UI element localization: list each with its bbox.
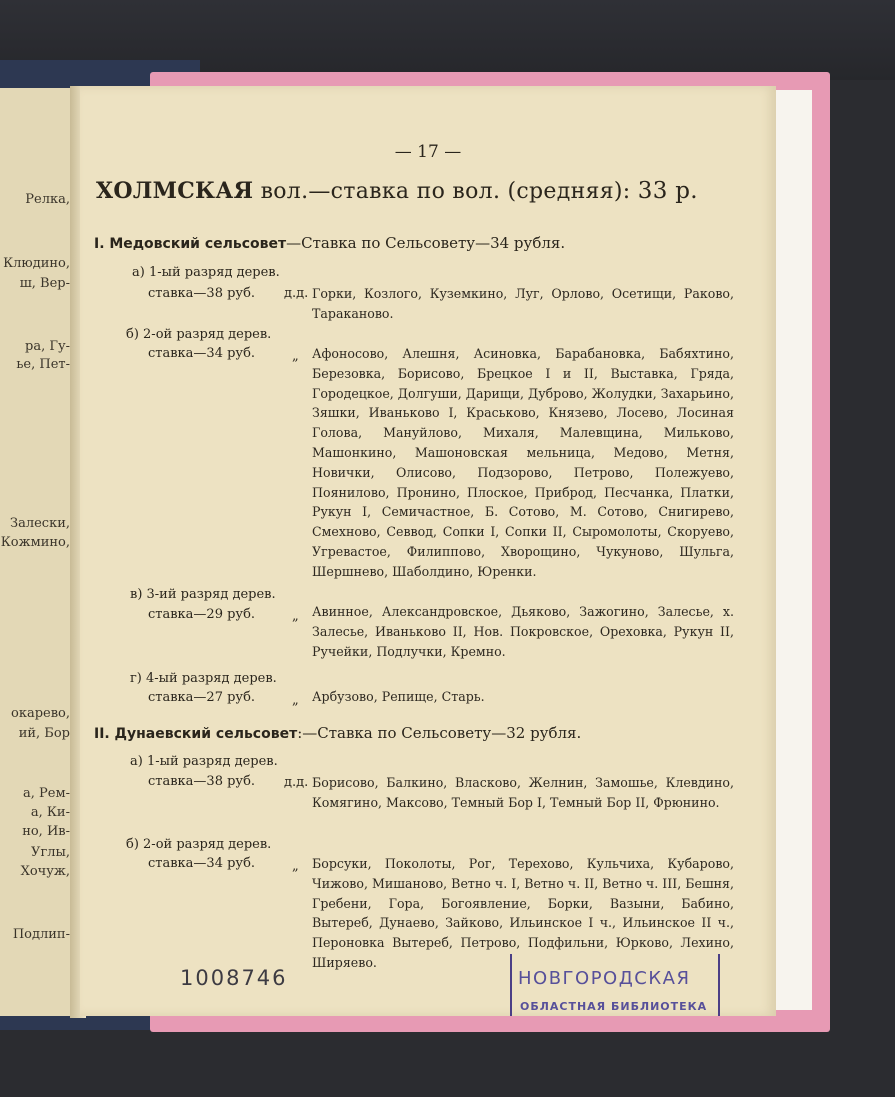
left-page-line: ий, Бор [18, 726, 70, 741]
group-label: в) 3-ий разряд дерев. [130, 587, 276, 602]
book-page [80, 86, 776, 1016]
left-page-line: Клюдино, [3, 256, 70, 271]
group-label: а) 1-ый разряд дерев. [130, 754, 278, 769]
group-mark: д.д. [284, 286, 309, 301]
left-page-line: а, Рем- [23, 786, 70, 801]
group-label: г) 4-ый разряд дерев. [130, 671, 277, 686]
left-page-line: Залески, [9, 516, 70, 531]
village-list: Горки, Козлого, Куземкино, Луг, Орлово, Осетищи, Раково, Тараканово. [312, 286, 734, 321]
section-rate: :—Ставка по Сельсовету—32 рубля. [297, 724, 582, 742]
left-page-line: Кожмино, [0, 535, 70, 550]
group-label: б) 2-ой разряд дерев. [126, 327, 272, 342]
page-stack-edge [770, 90, 812, 1010]
left-page-line: а, Ки- [30, 805, 70, 820]
group-rate: ставка—29 руб. [148, 607, 256, 622]
left-page-line: окарево, [11, 706, 70, 721]
village-list: Авинное, Александровское, Дьяково, Зажогино, Залесье, х. Залесье, Иваньково II, Нов. Покровское, Ореховка, Рукун II, Ручейки, Подлучки, Кремно. [312, 604, 734, 659]
inventory-number: 1008746 [180, 966, 288, 990]
left-page-line: ра, Гу- [25, 339, 70, 354]
page-number: — 17 — [394, 142, 462, 162]
group-mark: „ [292, 349, 299, 364]
section-number: I. [94, 236, 105, 252]
group-rate: ставка—38 руб. [148, 286, 256, 301]
library-stamp [510, 954, 720, 1016]
section-rate: —Ставка по Сельсовету—34 рубля. [286, 234, 566, 252]
group-mark: д.д. [284, 775, 309, 790]
left-page-line: ье, Пет- [16, 357, 70, 372]
section-number: II. [94, 726, 110, 742]
left-page-line: Подлип- [12, 927, 70, 942]
group-mark: „ [292, 859, 299, 874]
village-list: Арбузово, Репище, Старь. [312, 689, 485, 704]
group-mark: „ [292, 693, 299, 708]
stamp-line-2: ОБЛАСТНАЯ БИБЛИОТЕКА [520, 1000, 708, 1013]
group-label: а) 1-ый разряд дерев. [132, 265, 280, 280]
left-page-line: но, Ив- [22, 824, 70, 839]
group-mark: „ [292, 609, 299, 624]
village-list: Афоносово, Алешня, Асиновка, Барабановка, Бабяхтино, Березовка, Борисово, Брецкое I и II, Выставка, Гряда, Городецкое, Долгуши, Дарищи, Дуброво, Жолудки, Захарьино, Зяшки, Иваньково I, Краськово, Князево, Лосево, Лосиная Голова, Мануйлово, Михаля, Малевщина, Мильково, Машонкино, Машоновская мельница, Медово, Метня, Новички, Олисово, Подзорово, Петрово, Полежуево, Поянилово, Пронино, Плоское, Приброд, Песчанка, Платки, Рукун I, Семичастное, Б. Сотово, М. Сотово, Снигирево, Смехново, Севвод, Сопки I, Сопки II, Сыромолоты, Скоруево, Угревастое, Филиппово, Хворощино, Чукуново, Шульга, Шершнево, Шаболдино, Юренки. [312, 346, 735, 579]
left-page-line: Углы, [31, 845, 70, 860]
left-page [0, 88, 76, 1016]
group-rate: ставка—34 руб. [148, 856, 256, 871]
village-list: Борисово, Балкино, Власково, Желнин, Замошье, Клевдино, Комягино, Максово, Темный Бор I, Темный Бор II, Фрюнино. [312, 775, 734, 810]
group-label: б) 2-ой разряд дерев. [126, 837, 272, 852]
left-page-line: ш, Вер- [19, 276, 70, 291]
title-sum: 33 р. [637, 178, 698, 204]
section-name: Дунаевский сельсовет [114, 726, 298, 742]
stamp-line-1: НОВГОРОДСКАЯ [518, 968, 691, 989]
section-heading [94, 234, 565, 252]
group-rate: ставка—38 руб. [148, 774, 256, 789]
left-page-line: Хочуж, [20, 864, 70, 879]
title-text: вол.—ставка по вол. (средняя): [260, 179, 631, 204]
district-name: ХОЛМСКАЯ [96, 178, 254, 204]
group-rate: ставка—27 руб. [148, 690, 256, 705]
group-rate: ставка—34 руб. [148, 346, 256, 361]
section-heading [94, 724, 581, 742]
left-page-line: Релка, [25, 192, 70, 207]
village-list: Борсуки, Поколоты, Рог, Терехово, Кульчиха, Кубарово, Чижово, Мишаново, Ветно ч. I, Ветно ч. II, Ветно ч. III, Бешня, Гребени, Гора, Богоявление, Борки, Вазыни, Бабино, Вытереб, Дунаево, Зайково, Ильинское I ч., Ильинское II ч., Пероновка Вытереб, Петрово, Подфильни, Юрково, Лехино, Ширяево. [312, 856, 734, 970]
page-title [96, 178, 698, 204]
section-name: Медовский сельсовет [109, 236, 287, 252]
